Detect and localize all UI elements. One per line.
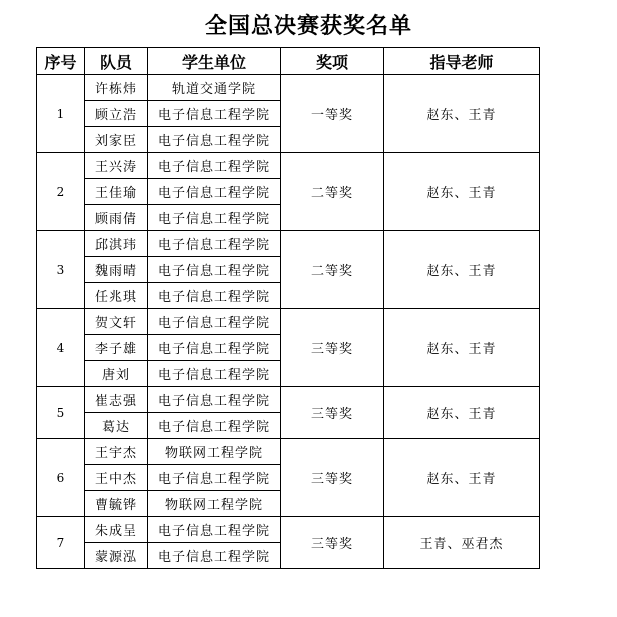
member-unit-cell: 电子信息工程学院 (148, 361, 281, 387)
member-unit-cell: 电子信息工程学院 (148, 465, 281, 491)
advisor-cell: 赵东、王青 (384, 439, 540, 517)
award-cell: 三等奖 (281, 309, 384, 387)
column-header-member: 队员 (85, 48, 148, 75)
team-seq-cell: 2 (37, 153, 85, 231)
column-header-seq: 序号 (37, 48, 85, 75)
member-name-cell: 邱淇玮 (85, 231, 148, 257)
member-unit-cell: 电子信息工程学院 (148, 335, 281, 361)
member-name-cell: 葛达 (85, 413, 148, 439)
award-cell: 二等奖 (281, 231, 384, 309)
member-name-cell: 王宇杰 (85, 439, 148, 465)
member-name-cell: 王中杰 (85, 465, 148, 491)
table-row (37, 439, 540, 465)
award-cell: 三等奖 (281, 517, 384, 569)
member-name-cell: 刘家臣 (85, 127, 148, 153)
team-seq-cell: 6 (37, 439, 85, 517)
team-seq-cell: 5 (37, 387, 85, 439)
award-cell: 三等奖 (281, 387, 384, 439)
team-seq-cell: 7 (37, 517, 85, 569)
table-row (37, 309, 540, 335)
table-header (37, 48, 540, 75)
member-name-cell: 王兴涛 (85, 153, 148, 179)
member-name-cell: 李子雄 (85, 335, 148, 361)
member-unit-cell: 电子信息工程学院 (148, 179, 281, 205)
header-row (37, 48, 540, 75)
member-unit-cell: 电子信息工程学院 (148, 257, 281, 283)
member-name-cell: 崔志强 (85, 387, 148, 413)
member-unit-cell: 电子信息工程学院 (148, 231, 281, 257)
table-row (37, 517, 540, 543)
team-seq-cell: 4 (37, 309, 85, 387)
page-title: 全国总决赛获奖名单 (204, 13, 412, 39)
advisor-cell: 赵东、王青 (384, 387, 540, 439)
member-unit-cell: 电子信息工程学院 (148, 517, 281, 543)
award-cell: 三等奖 (281, 439, 384, 517)
member-unit-cell: 电子信息工程学院 (148, 387, 281, 413)
member-unit-cell: 物联网工程学院 (148, 439, 281, 465)
award-table (36, 47, 540, 569)
member-name-cell: 任兆琪 (85, 283, 148, 309)
member-unit-cell: 电子信息工程学院 (148, 153, 281, 179)
member-unit-cell: 电子信息工程学院 (148, 413, 281, 439)
member-unit-cell: 电子信息工程学院 (148, 205, 281, 231)
table-row (37, 75, 540, 101)
member-name-cell: 朱成呈 (85, 517, 148, 543)
member-name-cell: 魏雨晴 (85, 257, 148, 283)
advisor-cell: 赵东、王青 (384, 231, 540, 309)
advisor-cell: 赵东、王青 (384, 75, 540, 153)
member-unit-cell: 电子信息工程学院 (148, 543, 281, 569)
member-unit-cell: 电子信息工程学院 (148, 127, 281, 153)
table-row (37, 387, 540, 413)
member-name-cell: 王佳瑜 (85, 179, 148, 205)
member-name-cell: 许栋炜 (85, 75, 148, 101)
member-name-cell: 贺文轩 (85, 309, 148, 335)
column-header-award: 奖项 (281, 48, 384, 75)
award-cell: 二等奖 (281, 153, 384, 231)
member-name-cell: 蒙源泓 (85, 543, 148, 569)
member-name-cell: 顾立浩 (85, 101, 148, 127)
member-name-cell: 顾雨倩 (85, 205, 148, 231)
table-body (37, 75, 540, 569)
member-name-cell: 唐刘 (85, 361, 148, 387)
advisor-cell: 赵东、王青 (384, 309, 540, 387)
member-unit-cell: 物联网工程学院 (148, 491, 281, 517)
table-row (37, 153, 540, 179)
advisor-cell: 赵东、王青 (384, 153, 540, 231)
award-cell: 一等奖 (281, 75, 384, 153)
advisor-cell: 王青、巫君杰 (384, 517, 540, 569)
member-unit-cell: 电子信息工程学院 (148, 101, 281, 127)
member-unit-cell: 电子信息工程学院 (148, 309, 281, 335)
team-seq-cell: 3 (37, 231, 85, 309)
member-name-cell: 曹毓铧 (85, 491, 148, 517)
team-seq-cell: 1 (37, 75, 85, 153)
column-header-unit: 学生单位 (148, 48, 281, 75)
table-row (37, 231, 540, 257)
member-unit-cell: 轨道交通学院 (148, 75, 281, 101)
column-header-advisor: 指导老师 (384, 48, 540, 75)
member-unit-cell: 电子信息工程学院 (148, 283, 281, 309)
